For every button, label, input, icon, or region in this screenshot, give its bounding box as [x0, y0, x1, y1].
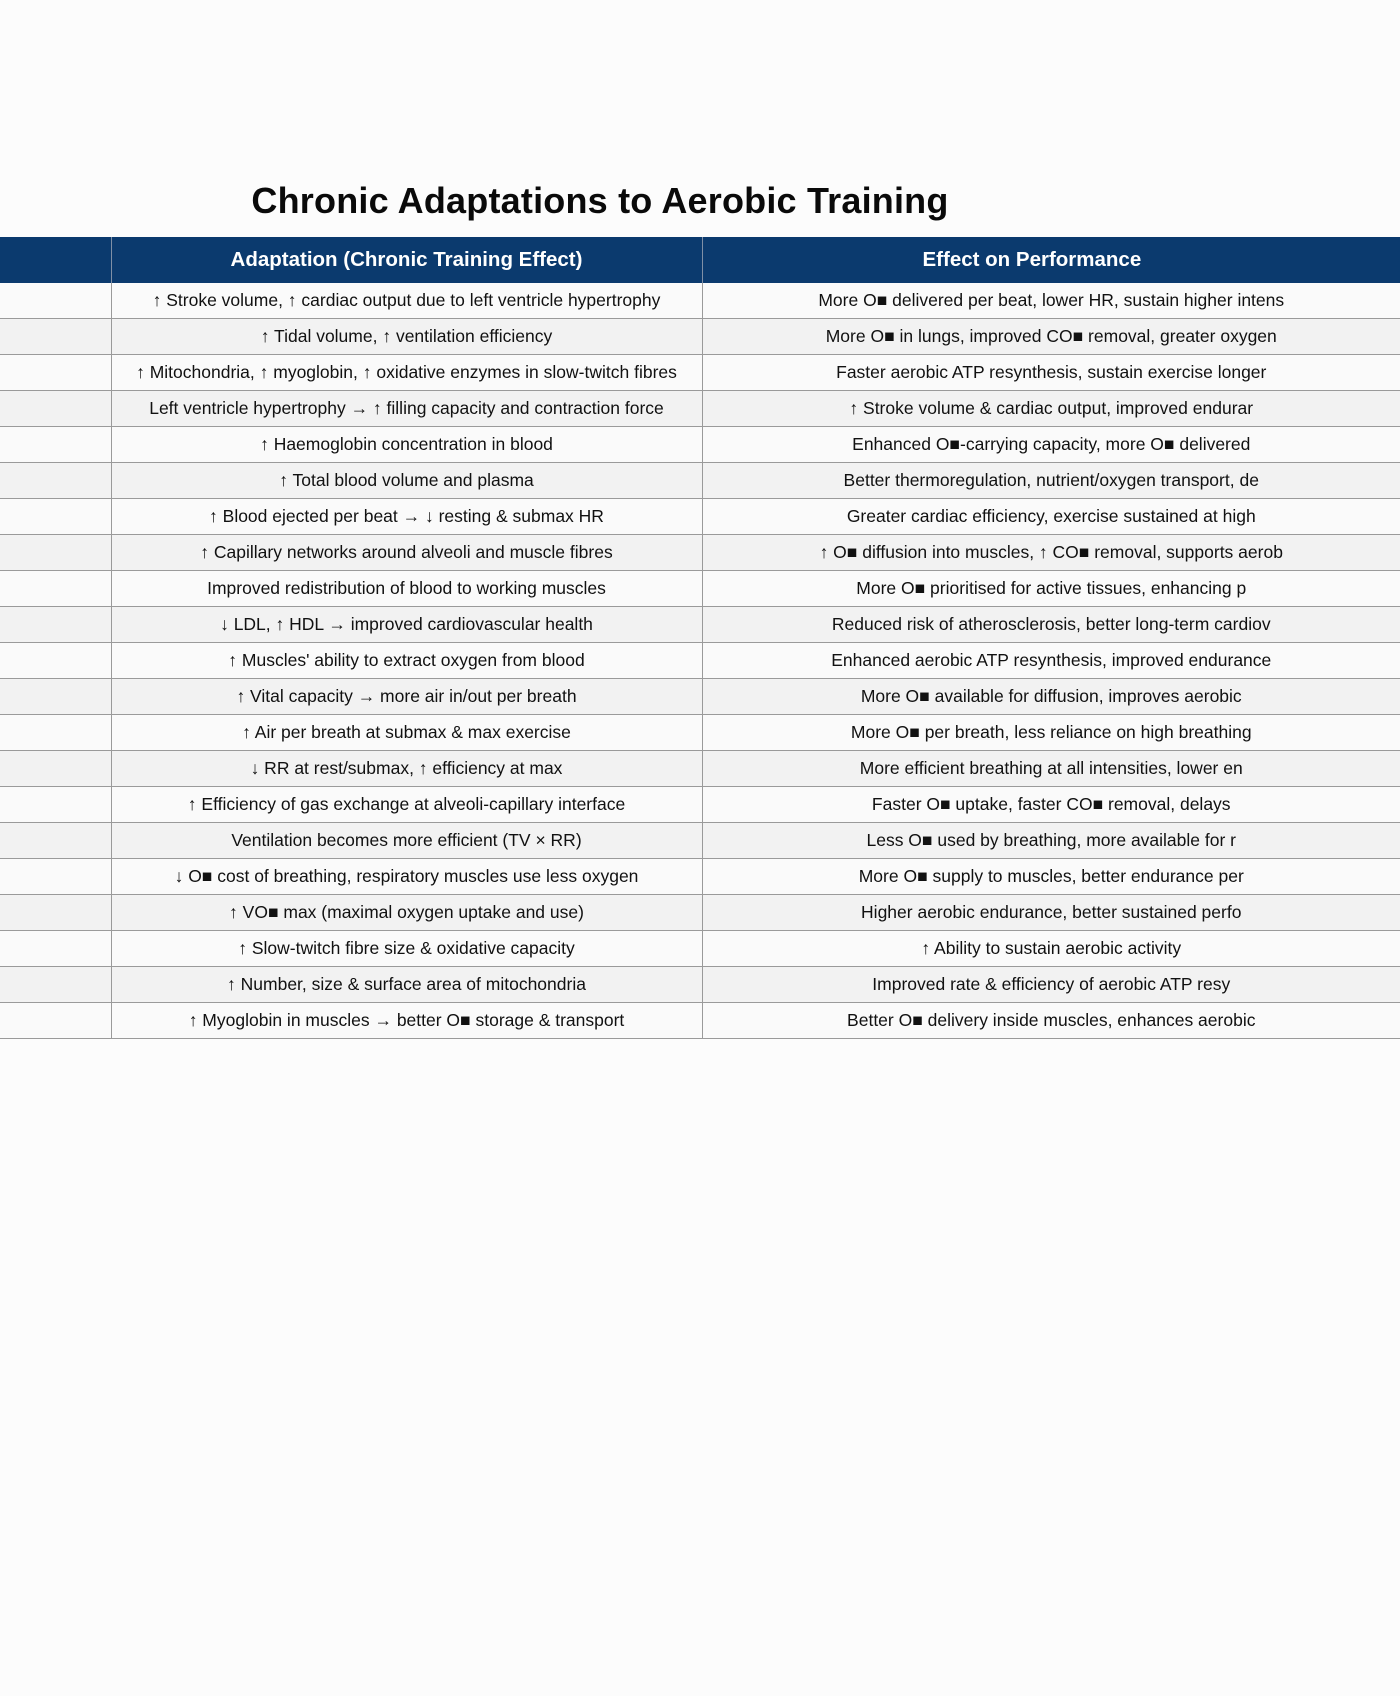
cell-term-text — [0, 1010, 111, 1031]
cell-term-text — [0, 686, 111, 707]
cell-term-text — [0, 542, 111, 563]
table-row — [0, 787, 1400, 823]
cell-effect: Enhanced aerobic ATP resynthesis, improved endurance — [702, 643, 1400, 679]
cell-effect: Reduced risk of atherosclerosis, better long-term cardiov — [702, 607, 1400, 643]
cell-adaptation: ↓ LDL, ↑ HDL → improved cardiovascular health — [111, 607, 702, 643]
cell-term — [0, 499, 111, 535]
cell-effect: Faster aerobic ATP resynthesis, sustain exercise longer — [702, 355, 1400, 391]
cell-effect: ↑ Stroke volume & cardiac output, improved endurar — [702, 391, 1400, 427]
cell-effect: Improved rate & efficiency of aerobic ATP resy — [702, 967, 1400, 1003]
cell-effect: ↑ Ability to sustain aerobic activity — [702, 931, 1400, 967]
cell-term — [0, 751, 111, 787]
table-row — [0, 391, 1400, 427]
header-effect: Effect on Performance — [702, 237, 1400, 283]
header-adaptation: Adaptation (Chronic Training Effect) — [111, 237, 702, 283]
table-row — [0, 355, 1400, 391]
cell-term — [0, 643, 111, 679]
cell-effect: Faster O■ uptake, faster CO■ removal, delays — [702, 787, 1400, 823]
table-body — [0, 283, 1400, 1039]
table-row — [0, 643, 1400, 679]
cell-term-text — [0, 434, 111, 455]
cell-adaptation: ↓ RR at rest/submax, ↑ efficiency at max — [111, 751, 702, 787]
table-row — [0, 859, 1400, 895]
cell-adaptation: ↑ Efficiency of gas exchange at alveoli-capillary interface — [111, 787, 702, 823]
cell-effect: Enhanced O■-carrying capacity, more O■ delivered — [702, 427, 1400, 463]
cell-adaptation: ↑ Mitochondria, ↑ myoglobin, ↑ oxidative enzymes in slow-twitch fibres — [111, 355, 702, 391]
table-row — [0, 679, 1400, 715]
cell-term-text — [0, 506, 111, 527]
cell-adaptation: ↑ Haemoglobin concentration in blood — [111, 427, 702, 463]
cell-term-text — [0, 398, 111, 419]
adaptations-table — [0, 237, 1400, 1039]
page-title: Chronic Adaptations to Aerobic Training — [251, 180, 949, 222]
cell-adaptation: ↓ O■ cost of breathing, respiratory muscles use less oxygen — [111, 859, 702, 895]
cell-term-text — [0, 362, 111, 383]
cell-term — [0, 895, 111, 931]
cell-effect: More O■ supply to muscles, better endurance per — [702, 859, 1400, 895]
table-row — [0, 1003, 1400, 1039]
table-row — [0, 319, 1400, 355]
cell-adaptation: ↑ Air per breath at submax & max exercise — [111, 715, 702, 751]
cell-effect: Better thermoregulation, nutrient/oxygen transport, de — [702, 463, 1400, 499]
cell-term-text — [0, 866, 111, 887]
cell-term — [0, 823, 111, 859]
cell-effect: Higher aerobic endurance, better sustained perfo — [702, 895, 1400, 931]
cell-term — [0, 391, 111, 427]
cell-term — [0, 679, 111, 715]
cell-term — [0, 859, 111, 895]
table-row — [0, 535, 1400, 571]
cell-effect: More O■ delivered per beat, lower HR, sustain higher intens — [702, 283, 1400, 319]
cell-term — [0, 535, 111, 571]
cell-adaptation: ↑ Muscles' ability to extract oxygen from blood — [111, 643, 702, 679]
cell-adaptation: ↑ Total blood volume and plasma — [111, 463, 702, 499]
cell-term-text — [0, 722, 111, 743]
cell-adaptation: ↑ Stroke volume, ↑ cardiac output due to left ventricle hypertrophy — [111, 283, 702, 319]
cell-term-text — [0, 326, 111, 347]
cell-effect: Better O■ delivery inside muscles, enhances aerobic — [702, 1003, 1400, 1039]
cell-term-text — [0, 290, 111, 311]
cell-term — [0, 715, 111, 751]
cell-effect: More efficient breathing at all intensities, lower en — [702, 751, 1400, 787]
cell-adaptation: Improved redistribution of blood to working muscles — [111, 571, 702, 607]
header-term — [0, 237, 111, 283]
cell-adaptation: ↑ Capillary networks around alveoli and muscle fibres — [111, 535, 702, 571]
cell-adaptation: ↑ Vital capacity → more air in/out per breath — [111, 679, 702, 715]
cell-effect: More O■ available for diffusion, improves aerobic — [702, 679, 1400, 715]
cell-adaptation: ↑ Tidal volume, ↑ ventilation efficiency — [111, 319, 702, 355]
cell-adaptation: Left ventricle hypertrophy → ↑ filling capacity and contraction force — [111, 391, 702, 427]
cell-term-text — [0, 650, 111, 671]
cell-effect: ↑ O■ diffusion into muscles, ↑ CO■ removal, supports aerob — [702, 535, 1400, 571]
cell-effect: More O■ per breath, less reliance on high breathing — [702, 715, 1400, 751]
table-row — [0, 967, 1400, 1003]
table-row — [0, 607, 1400, 643]
table-row — [0, 823, 1400, 859]
cell-effect: More O■ in lungs, improved CO■ removal, greater oxygen — [702, 319, 1400, 355]
table-row — [0, 571, 1400, 607]
cell-term — [0, 967, 111, 1003]
cell-term-text — [0, 614, 111, 635]
table-row — [0, 427, 1400, 463]
cell-effect: More O■ prioritised for active tissues, enhancing p — [702, 571, 1400, 607]
cell-effect: Less O■ used by breathing, more available for r — [702, 823, 1400, 859]
cell-term — [0, 931, 111, 967]
cell-term-text — [0, 578, 111, 599]
cell-term — [0, 787, 111, 823]
table-row — [0, 751, 1400, 787]
cell-adaptation: ↑ Blood ejected per beat → ↓ resting & submax HR — [111, 499, 702, 535]
cell-term — [0, 463, 111, 499]
cell-term-text — [0, 902, 111, 923]
table-row — [0, 499, 1400, 535]
cell-adaptation: Ventilation becomes more efficient (TV × RR) — [111, 823, 702, 859]
table-header-row — [0, 237, 1400, 283]
cell-adaptation: ↑ VO■ max (maximal oxygen uptake and use) — [111, 895, 702, 931]
cell-adaptation: ↑ Number, size & surface area of mitochondria — [111, 967, 702, 1003]
cell-term-text — [0, 938, 111, 959]
cell-effect: Greater cardiac efficiency, exercise sustained at high — [702, 499, 1400, 535]
cell-term-text — [0, 830, 111, 851]
cell-term — [0, 1003, 111, 1039]
table-row — [0, 931, 1400, 967]
cell-term — [0, 427, 111, 463]
cell-term — [0, 571, 111, 607]
cell-term — [0, 283, 111, 319]
cell-adaptation: ↑ Myoglobin in muscles → better O■ storage & transport — [111, 1003, 702, 1039]
cell-term — [0, 355, 111, 391]
table-row — [0, 463, 1400, 499]
cell-term — [0, 607, 111, 643]
cell-term-text — [0, 758, 111, 779]
cell-adaptation: ↑ Slow-twitch fibre size & oxidative capacity — [111, 931, 702, 967]
table-row — [0, 283, 1400, 319]
cell-term-text — [0, 974, 111, 995]
cell-term — [0, 319, 111, 355]
table-row — [0, 715, 1400, 751]
adaptations-table-viewport — [0, 237, 1285, 1047]
table-row — [0, 895, 1400, 931]
